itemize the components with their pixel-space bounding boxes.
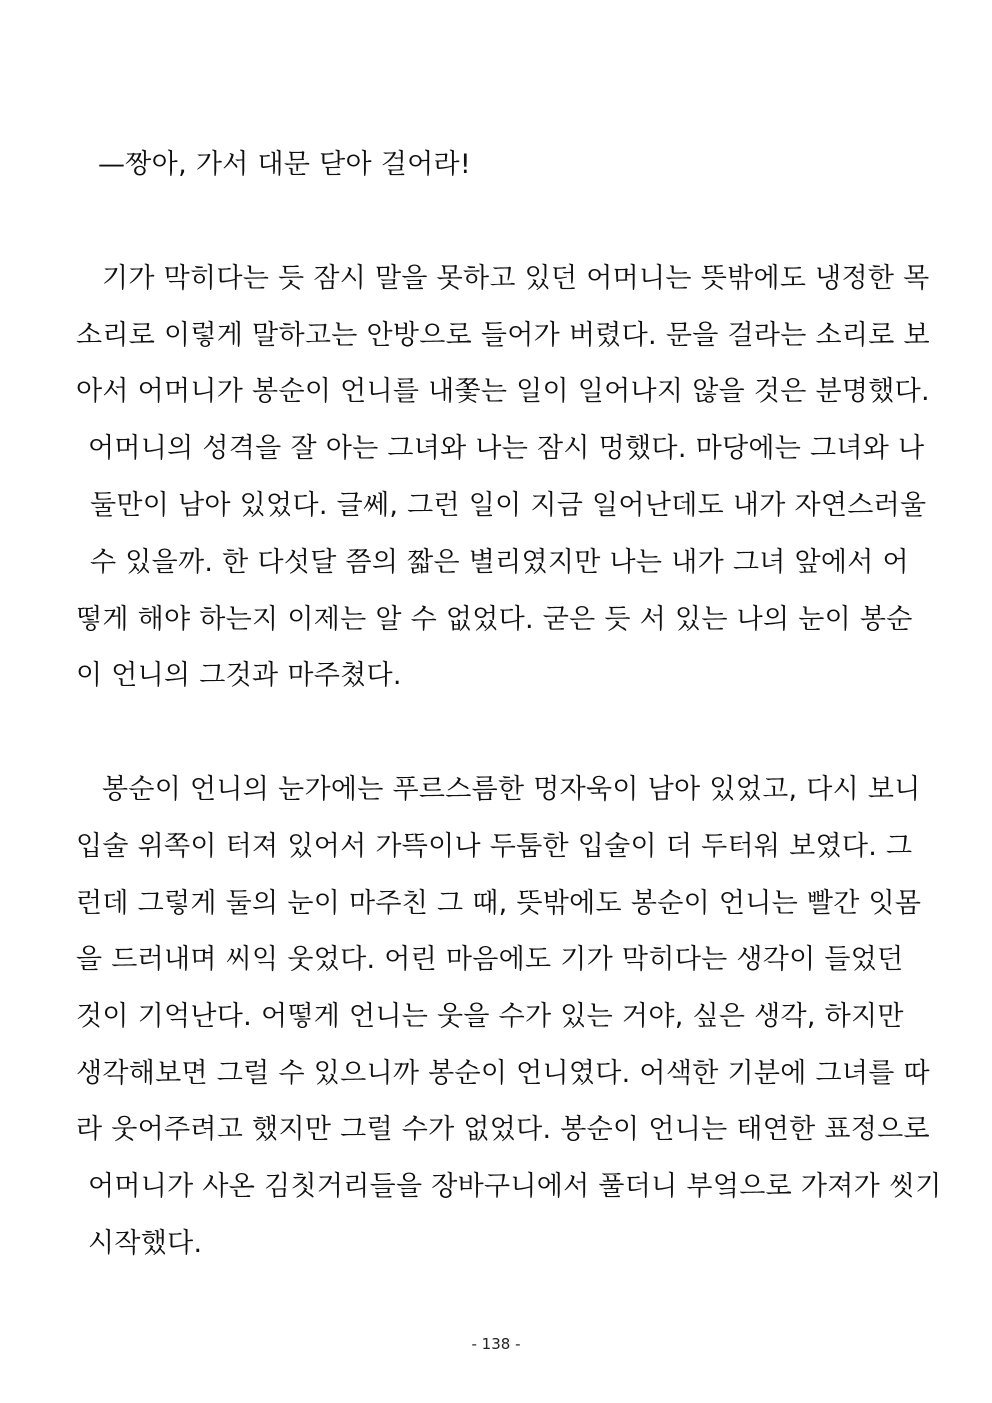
page-number: - 138 - <box>471 1335 521 1353</box>
paragraph-1-line-5: 둘만이 남아 있었다. 글쎄, 그런 일이 지금 일어난데도 내가 자연스러울 <box>90 490 927 521</box>
paragraph-2-line-3: 런데 그렇게 둘의 눈이 마주친 그 때, 뜻밖에도 봉순이 언니는 빨간 잇몸 <box>76 888 922 919</box>
paragraph-2-line-9: 시작했다. <box>88 1228 203 1259</box>
paragraph-2-line-2: 입술 위쪽이 터져 있어서 가뜩이나 두툼한 입술이 더 두터워 보였다. 그 <box>76 831 913 862</box>
paragraph-1-line-7: 떻게 해야 하는지 이제는 알 수 없었다. 굳은 듯 서 있는 나의 눈이 봉순 <box>76 604 913 635</box>
paragraph-2-line-1: 봉순이 언니의 눈가에는 푸르스름한 멍자욱이 남아 있었고, 다시 보니 <box>102 774 921 805</box>
paragraph-2-line-7: 라 웃어주려고 했지만 그럴 수가 없었다. 봉순이 언니는 태연한 표정으로 <box>76 1114 930 1145</box>
paragraph-2-line-6: 생각해보면 그럴 수 있으니까 봉순이 언니였다. 어색한 기분에 그녀를 따 <box>76 1058 930 1089</box>
paragraph-1-line-8: 이 언니의 그것과 마주쳤다. <box>76 660 402 691</box>
paragraph-1-line-4: 어머니의 성격을 잘 아는 그녀와 나는 잠시 멍했다. 마당에는 그녀와 나 <box>88 433 925 464</box>
paragraph-2-line-5: 것이 기억난다. 어떻게 언니는 웃을 수가 있는 거야, 싶은 생각, 하지만 <box>76 1001 904 1032</box>
paragraph-1-line-1: 기가 막히다는 듯 잠시 말을 못하고 있던 어머니는 뜻밖에도 냉정한 목 <box>102 263 930 294</box>
dialogue-line: —짱아, 가서 대문 닫아 걸어라! <box>98 149 472 180</box>
paragraph-1-line-3: 아서 어머니가 봉순이 언니를 내쫓는 일이 일어나지 않을 것은 분명했다. <box>76 376 930 407</box>
paragraph-1-line-2: 소리로 이렇게 말하고는 안방으로 들어가 버렸다. 문을 걸라는 소리로 보 <box>76 320 930 351</box>
paragraph-1-line-6: 수 있을까. 한 다섯달 쯤의 짧은 별리였지만 나는 내가 그녀 앞에서 어 <box>90 547 909 578</box>
paragraph-2-line-4: 을 드러내며 씨익 웃었다. 어린 마음에도 기가 막히다는 생각이 들었던 <box>76 944 904 975</box>
paragraph-2-line-8: 어머니가 사온 김칫거리들을 장바구니에서 풀더니 부엌으로 가져가 씻기 <box>88 1171 942 1202</box>
